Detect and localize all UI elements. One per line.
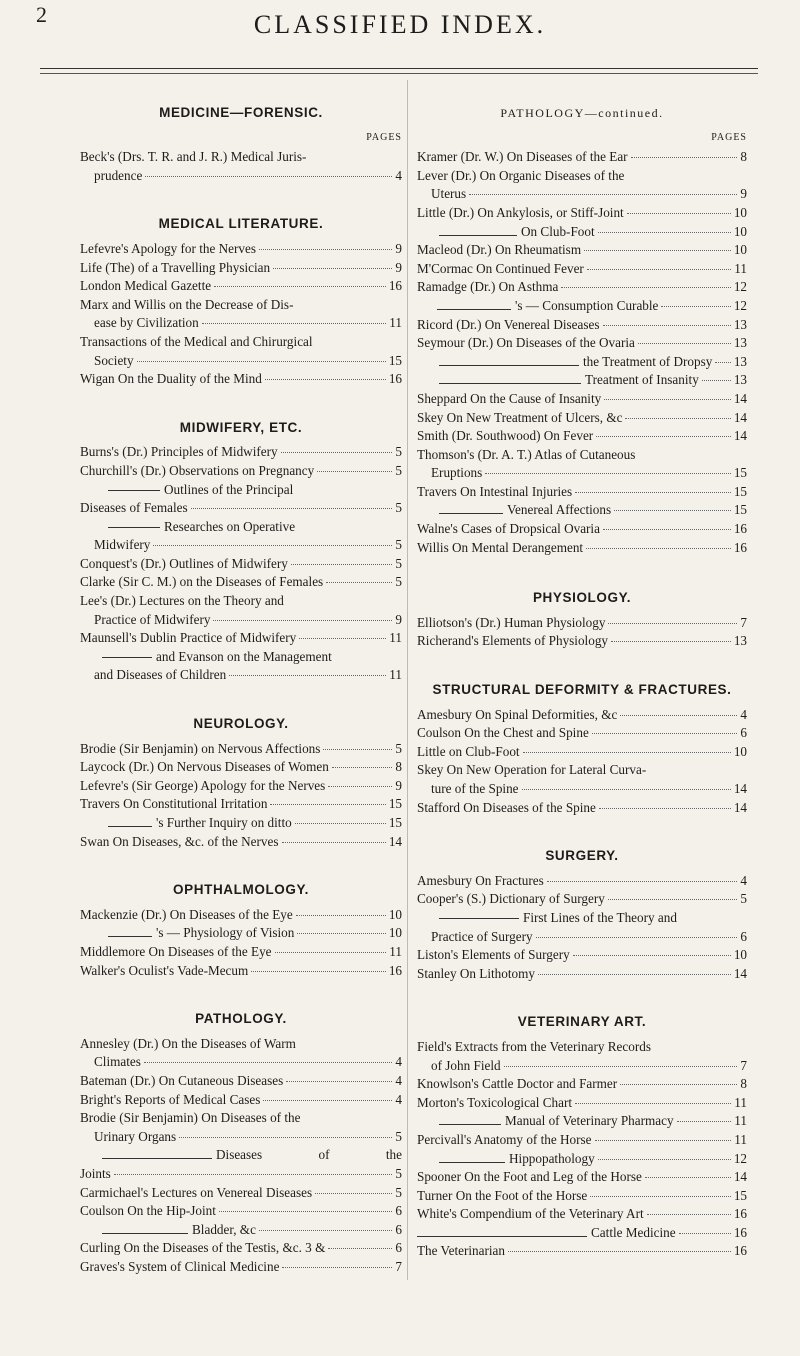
index-entry: Annesley (Dr.) On the Diseases of Warm: [80, 1035, 296, 1051]
index-entry: ease by Civilization 11: [94, 315, 402, 331]
index-entry: Climates 4: [94, 1054, 402, 1070]
index-entry: Diseases of the: [80, 1146, 402, 1165]
index-entry: Sheppard On the Cause of Insanity 14: [417, 390, 747, 406]
section-title: SURGERY.: [545, 848, 619, 864]
index-entry: Researches on Operative: [80, 518, 402, 537]
index-entry: Graves's System of Clinical Medicine 7: [80, 1258, 402, 1274]
index-entry: Beck's (Drs. T. R. and J. R.) Medical Juris-: [80, 149, 307, 165]
index-entry: Macleod (Dr.) On Rheumatism 10: [417, 242, 747, 258]
index-entry: Clarke (Sir C. M.) on the Diseases of Females 5: [80, 574, 402, 590]
index-entry: Kramer (Dr. W.) On Diseases of the Ear 8: [417, 149, 747, 165]
index-entry: Elliotson's (Dr.) Human Physiology 7: [417, 614, 747, 630]
index-entry: Joints 5: [80, 1165, 402, 1181]
index-entry: Willis On Mental Derangement 16: [417, 539, 747, 555]
index-entry: Cooper's (S.) Dictionary of Surgery 5: [417, 891, 747, 907]
index-entry: Thomson's (Dr. A. T.) Atlas of Cutaneous: [417, 446, 636, 462]
index-entry: Marx and Willis on the Decrease of Dis-: [80, 296, 294, 312]
index-entry: Brodie (Sir Benjamin) on Nervous Affections 5: [80, 740, 402, 756]
column-divider: [407, 80, 408, 1280]
section-neurology: [80, 715, 402, 851]
index-entry: Manual of Veterinary Pharmacy 11: [417, 1112, 747, 1131]
section-pathology-continued: [417, 104, 747, 557]
page-ref: 4: [395, 167, 402, 183]
section-medical-literature: [80, 215, 402, 388]
section-title: NEUROLOGY.: [193, 716, 289, 732]
index-entry: Knowlson's Cattle Doctor and Farmer 8: [417, 1076, 747, 1092]
section-title: MEDICINE—FORENSIC.: [159, 105, 323, 120]
index-entry: Travers On Intestinal Injuries 15: [417, 483, 747, 499]
section-title: PATHOLOGY.: [195, 1011, 287, 1027]
index-entry: Outlines of the Principal: [80, 481, 402, 500]
index-entry: Ramadge (Dr.) On Asthma 12: [417, 279, 747, 295]
index-entry: Burns's (Dr.) Principles of Midwifery 5: [80, 444, 402, 460]
index-entry: Seymour (Dr.) On Diseases of the Ovaria 13: [417, 335, 747, 351]
index-entry: Eruptions 15: [431, 465, 747, 481]
index-entry: Bateman (Dr.) On Cutaneous Diseases 4: [80, 1072, 402, 1088]
section-title: PATHOLOGY—continued.: [500, 106, 664, 120]
index-entry: Walne's Cases of Dropsical Ovaria 16: [417, 521, 747, 537]
index-entry: Turner On the Foot of the Horse 15: [417, 1187, 747, 1203]
section-title: STRUCTURAL DEFORMITY & FRACTURES.: [432, 682, 732, 698]
index-entry: Field's Extracts from the Veterinary Records: [417, 1038, 651, 1054]
section-title: PHYSIOLOGY.: [532, 590, 632, 606]
index-entry: Swan On Diseases, &c. of the Nerves 14: [80, 833, 402, 849]
index-entry: Percivall's Anatomy of the Horse 11: [417, 1131, 747, 1147]
index-entry: Laycock (Dr.) On Nervous Diseases of Women 8: [80, 759, 402, 775]
index-entry: White's Compendium of the Veterinary Art 16: [417, 1206, 747, 1222]
index-entry: On Club-Foot 10: [417, 223, 747, 242]
index-entry: Walker's Oculist's Vade-Mecum 16: [80, 962, 402, 978]
index-entry: Diseases of Females 5: [80, 500, 402, 516]
section-pathology: [80, 1010, 402, 1276]
index-entry: Spooner On the Foot and Leg of the Horse 14: [417, 1169, 747, 1185]
index-entry: Amesbury On Spinal Deformities, &c 4: [417, 706, 747, 722]
left-column: [80, 104, 402, 1276]
section-structural-deformity: [417, 681, 747, 817]
page-number: 2: [36, 2, 47, 27]
section-midwifery: [80, 419, 402, 685]
index-entry: Society 15: [94, 352, 402, 368]
index-entry: Ricord (Dr.) On Venereal Diseases 13: [417, 316, 747, 332]
index-entry: Carmichael's Lectures on Venereal Diseases 5: [80, 1184, 402, 1200]
index-entry: 's Further Inquiry on ditto 15: [80, 814, 402, 833]
index-entry: Life (The) of a Travelling Physician 9: [80, 259, 402, 275]
index-entry: Practice of Midwifery 9: [94, 611, 402, 627]
index-entry: Transactions of the Medical and Chirurgical: [80, 333, 313, 349]
pages-header: PAGES: [366, 131, 402, 143]
index-entry: 's — Consumption Curable 12: [417, 297, 747, 316]
index-entry: Practice of Surgery 6: [431, 928, 747, 944]
section-title: OPHTHALMOLOGY.: [173, 882, 309, 898]
index-entry: Bladder, &c 6: [80, 1221, 402, 1240]
index-entry: Brodie (Sir Benjamin) On Diseases of the: [80, 1110, 301, 1126]
section-title: VETERINARY ART.: [517, 1014, 647, 1030]
right-column: [417, 104, 747, 1261]
index-entry: Churchill's (Dr.) Observations on Pregnancy 5: [80, 462, 402, 478]
index-entry: Coulson On the Hip-Joint 6: [80, 1203, 402, 1219]
index-entry: Little on Club-Foot 10: [417, 743, 747, 759]
index-entry: Venereal Affections 15: [417, 501, 747, 520]
header-rule-thin: [40, 73, 758, 74]
index-entry: Richerand's Elements of Physiology 13: [417, 633, 747, 649]
section-medicine-forensic: [80, 104, 402, 185]
index-entry: Liston's Elements of Surgery 10: [417, 947, 747, 963]
index-entry: 's — Physiology of Vision 10: [80, 924, 402, 943]
index-entry: Hippopathology 12: [417, 1150, 747, 1169]
index-entry: Midwifery 5: [94, 537, 402, 553]
index-entry: prudence 4: [80, 167, 402, 186]
header-rule: [40, 68, 758, 69]
index-entry: Conquest's (Dr.) Outlines of Midwifery 5: [80, 555, 402, 571]
index-entry: the Treatment of Dropsy 13: [417, 353, 747, 372]
index-entry: Stanley On Lithotomy 14: [417, 965, 747, 981]
index-entry: Cattle Medicine 16: [417, 1224, 747, 1243]
index-entry: Morton's Toxicological Chart 11: [417, 1094, 747, 1110]
index-entry: The Veterinarian 16: [417, 1243, 747, 1259]
section-surgery: [417, 847, 747, 983]
section-title: MIDWIFERY, ETC.: [179, 419, 303, 435]
index-entry: Mackenzie (Dr.) On Diseases of the Eye 10: [80, 906, 402, 922]
section-title: MEDICAL LITERATURE.: [158, 216, 324, 232]
index-entry: Smith (Dr. Southwood) On Fever 14: [417, 428, 747, 444]
index-entry: Skey On New Operation for Lateral Curva-: [417, 762, 647, 778]
index-entry: First Lines of the Theory and: [417, 909, 747, 928]
index-entry: and Diseases of Children 11: [94, 667, 402, 683]
pages-header: PAGES: [711, 131, 747, 143]
index-entry: Skey On New Treatment of Ulcers, &c 14: [417, 409, 747, 425]
index-entry: Urinary Organs 5: [94, 1128, 402, 1144]
index-entry: Bright's Reports of Medical Cases 4: [80, 1091, 402, 1107]
index-entry: Travers On Constitutional Irritation 15: [80, 796, 402, 812]
index-entry: Maunsell's Dublin Practice of Midwifery 11: [80, 630, 402, 646]
section-physiology: [417, 589, 747, 651]
section-ophthalmology: [80, 881, 402, 980]
index-entry: Coulson On the Chest and Spine 6: [417, 725, 747, 741]
index-entry: of John Field 7: [431, 1057, 747, 1073]
running-head: CLASSIFIED INDEX.: [253, 10, 547, 39]
index-entry: Stafford On Diseases of the Spine 14: [417, 799, 747, 815]
index-entry: Lefevre's (Sir George) Apology for the Nerves 9: [80, 777, 402, 793]
index-entry: ture of the Spine 14: [431, 781, 747, 796]
index-entry: Uterus 9: [431, 186, 747, 202]
section-veterinary: [417, 1013, 747, 1261]
index-entry: Little (Dr.) On Ankylosis, or Stiff-Joint 10: [417, 204, 747, 220]
index-entry: Lefevre's Apology for the Nerves 9: [80, 240, 402, 256]
index-entry: Amesbury On Fractures 4: [417, 872, 747, 888]
index-entry: Treatment of Insanity 13: [417, 371, 747, 390]
index-entry: Curling On the Diseases of the Testis, &c. 3 & 6: [80, 1240, 402, 1256]
index-entry: and Evanson on the Management: [80, 648, 402, 667]
index-entry: Lever (Dr.) On Organic Diseases of the: [417, 167, 625, 183]
index-entry: Lee's (Dr.) Lectures on the Theory and: [80, 593, 284, 609]
index-entry: London Medical Gazette 16: [80, 278, 402, 294]
index-entry: Wigan On the Duality of the Mind 16: [80, 371, 402, 387]
index-entry: Middlemore On Diseases of the Eye 11: [80, 943, 402, 959]
index-entry: M'Cormac On Continued Fever 11: [417, 260, 747, 276]
